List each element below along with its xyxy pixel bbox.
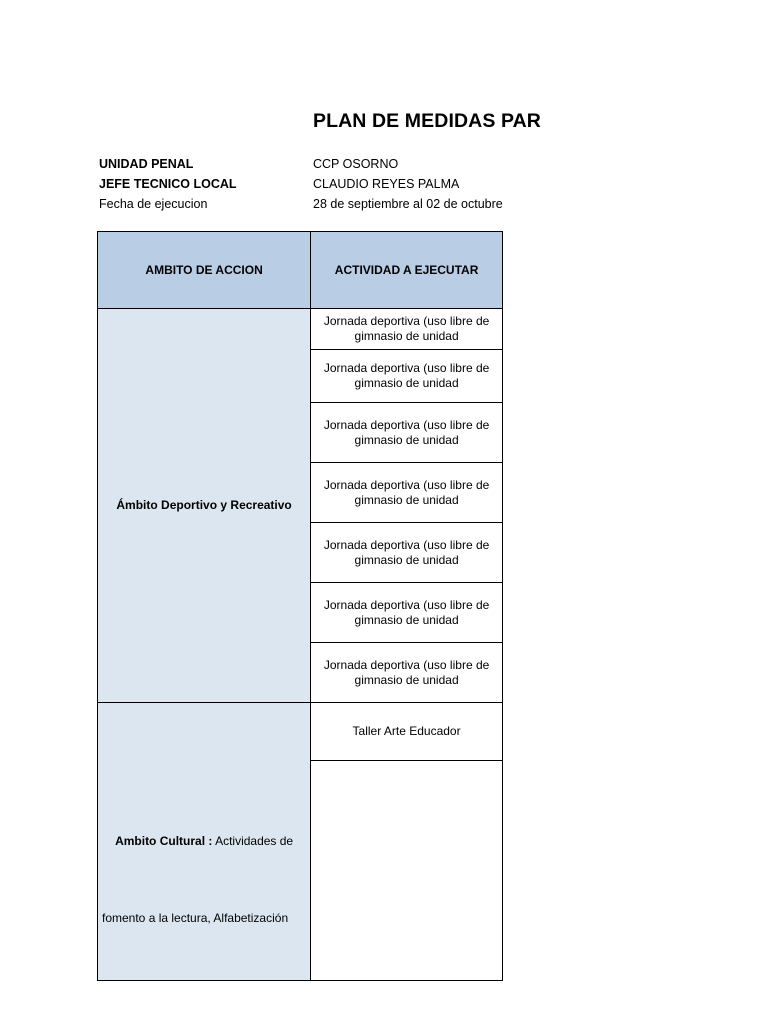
info-label-unidad-penal: UNIDAD PENAL bbox=[99, 157, 194, 171]
table-header-row bbox=[98, 232, 503, 309]
info-label-fecha: Fecha de ejecucion bbox=[99, 197, 208, 211]
activity-cell: Jornada deportiva (uso libre de gimnasio de unidad bbox=[311, 643, 503, 703]
activity-cell: Jornada deportiva (uso libre de gimnasio de unidad bbox=[311, 403, 503, 463]
activity-cell: Jornada deportiva (uso libre de gimnasio de unidad bbox=[311, 523, 503, 583]
plan-table bbox=[97, 231, 503, 981]
activity-cell: Taller Arte Educador bbox=[311, 703, 503, 761]
activity-cell: Jornada deportiva (uso libre de gimnasio de unidad bbox=[311, 350, 503, 403]
ambito-cultural-continuation: fomento a la lectura, Alfabetización bbox=[102, 911, 289, 925]
info-value-jefe-tecnico: CLAUDIO REYES PALMA bbox=[313, 177, 460, 191]
activity-cell: Jornada deportiva (uso libre de gimnasio de unidad bbox=[311, 463, 503, 523]
table-row bbox=[98, 309, 503, 350]
table-row bbox=[98, 703, 503, 761]
activity-cell: Jornada deportiva (uso libre de gimnasio de unidad bbox=[311, 309, 503, 350]
ambito-cultural-cell bbox=[98, 703, 311, 981]
activity-cell bbox=[311, 761, 503, 981]
ambito-deportivo-cell: Ámbito Deportivo y Recreativo bbox=[98, 309, 311, 703]
header-actividad-a-ejecutar: ACTIVIDAD A EJECUTAR bbox=[311, 232, 503, 309]
header-ambito-de-accion: AMBITO DE ACCION bbox=[98, 232, 311, 309]
ambito-cultural-heading bbox=[102, 834, 306, 849]
info-value-fecha: 28 de septiembre al 02 de octubre bbox=[313, 197, 503, 211]
document-title: PLAN DE MEDIDAS PAR bbox=[313, 110, 541, 132]
info-label-jefe-tecnico: JEFE TECNICO LOCAL bbox=[99, 177, 237, 191]
ambito-cultural-text: Actividades de bbox=[212, 834, 294, 848]
activity-cell: Jornada deportiva (uso libre de gimnasio de unidad bbox=[311, 583, 503, 643]
ambito-cultural-label: Ambito Cultural : bbox=[115, 834, 213, 848]
info-value-unidad-penal: CCP OSORNO bbox=[313, 157, 399, 171]
